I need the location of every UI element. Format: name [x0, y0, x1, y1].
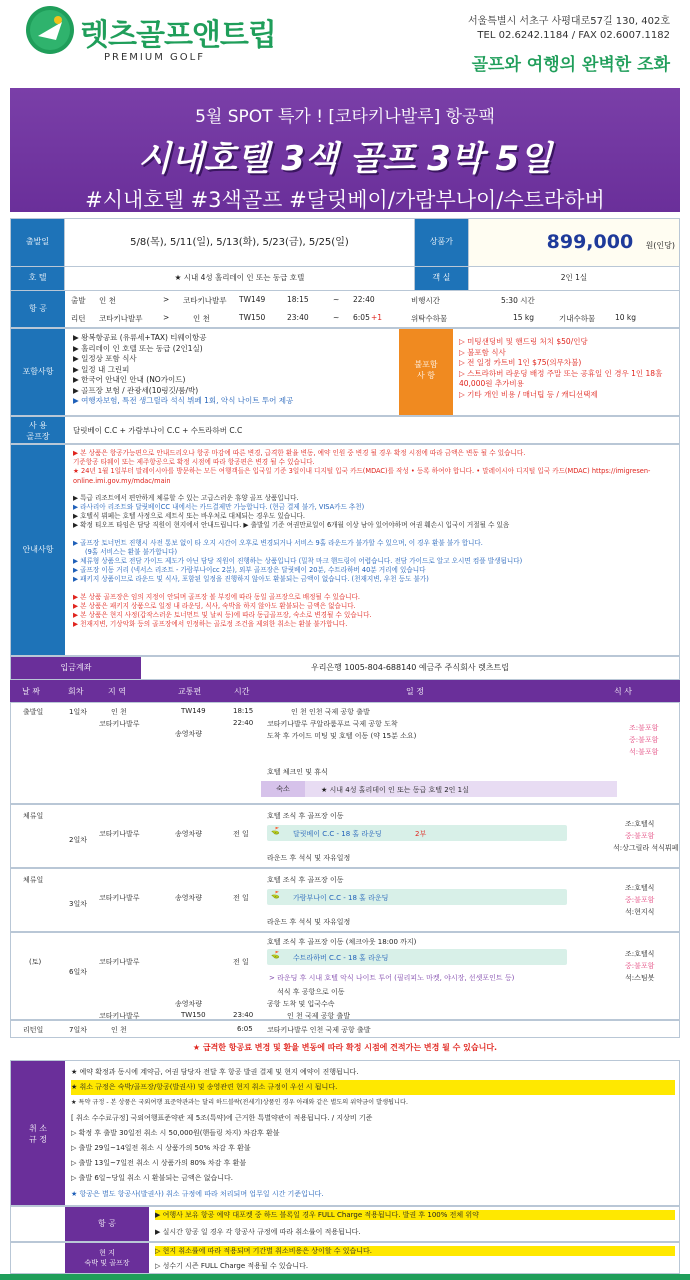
meal-breakfast: 조:호텔식 [625, 884, 655, 892]
exclude-item: ▷ 스트라하버 라운딩 배정 주말 또는 공휴일 인 경우 1인 18홀 40,000원 추가비용 [459, 368, 663, 388]
day-time: 전 일 [233, 958, 249, 966]
notice-item: (9홀 서비스는 환불 불가합니다) [85, 547, 178, 556]
air-out-tilde: ~ [333, 295, 340, 304]
col-schedule: 일 정 [406, 687, 424, 696]
golf-flag-icon: ⛳ [271, 951, 280, 959]
air-in-from: 코타키나발루 [99, 314, 143, 323]
notice-item: ▶ 본 상품은 현지 사정(갑작스러운 토너먼트 및 날씨 등)에 따라 동급골프장, 숙소로 변경될 수 있습니다. [73, 611, 372, 620]
include-item: ▶ 골프장 보험 / 관광세(10링깃/룸/박) [73, 385, 199, 395]
day-region: 코타키나발루 [99, 720, 140, 728]
meal-breakfast: 조:불포함 [629, 724, 659, 732]
hotel-label: 호 텔 [11, 267, 65, 291]
air-in-arr: 6:05 [353, 313, 370, 322]
day-transport: 송영차량 [175, 894, 203, 902]
cancel-air-line: ▶ 실시간 항공 일 경우 각 항공사 규정에 따라 취소률이 적용됩니다. [155, 1228, 361, 1236]
promo-banner [10, 88, 680, 212]
golf-flag-icon: ⛳ [271, 827, 280, 835]
cancel-line: ▷ 출발 13일~7일전 취소 시 상품가의 80% 차감 후 환불 [71, 1159, 247, 1168]
cancel-line: ▷ 출발 6일~당일 취소 시 환불되는 금액은 없습니다. [71, 1174, 233, 1183]
stay-row [261, 781, 617, 797]
col-date: 날 짜 [22, 687, 40, 696]
exclude-list [459, 337, 677, 400]
day-time: 전 일 [233, 830, 249, 838]
schedule-line: > 라운딩 후 시내 호텔 악식 나이트 투어 (필리피노 마켓, 야시장, 선셋포인트 등) [269, 974, 515, 982]
deposit-account: 우리은행 1005-804-688140 예금주 주식회사 렛츠트립 [310, 663, 510, 672]
day-date: 출발일 [23, 708, 44, 716]
air-out-to: 코타키나발루 [183, 296, 227, 305]
include-item: ▶ 홀리데이 인 호텔 또는 동급 (2인1실) [73, 343, 203, 353]
golf-flag-icon: ⛳ [271, 891, 280, 899]
air-in-tilde: ~ [333, 313, 340, 322]
notice-block [10, 444, 680, 656]
schedule-line: 도착 후 가이드 미팅 및 호텔 이동 (약 15분 소요) [267, 732, 417, 740]
company-address: 서울특별시 서초구 사평대로57길 130, 402호 [467, 16, 670, 27]
meal-dinner: 석:불포함 [629, 748, 659, 756]
include-block [10, 328, 680, 416]
col-meal: 식 사 [614, 687, 632, 696]
col-time: 시간 [234, 687, 250, 696]
course-label: 사 용 골프장 [11, 417, 65, 443]
banner-title: 시내호텔 3색 골프 3박 5일 [138, 139, 552, 179]
golf-round [267, 889, 567, 905]
air-in-plus: +1 [371, 313, 383, 322]
notice-body [73, 449, 675, 629]
meal-lunch: 중:불포함 [625, 896, 655, 904]
day-time: 23:40 [233, 1011, 254, 1019]
cancel-line: ★ 항공은 별도 항공사(발권사) 취소 규정에 따라 처리되며 업무일 시간 기준입니다. [71, 1189, 324, 1198]
notice-label: 안내사항 [11, 445, 65, 655]
day-transport: 송영차량 [175, 830, 203, 838]
hotel-value: ★ 시내 4성 홀리데이 인 또는 동급 호텔 [65, 267, 415, 291]
cancel-local-block [10, 1242, 680, 1274]
schedule-line: 호텔 조식 후 골프장 이동 (체크아웃 18:00 까지) [267, 938, 417, 946]
cancel-air-line: ▶ 여행사 보유 항공 예약 대포켓 중 하드 블록일 경우 FULL Charge 적용됩니다. 발권 후 100% 전체 위약 [155, 1210, 675, 1220]
day-time: 22:40 [233, 719, 254, 727]
day-5 [10, 1020, 680, 1038]
air-out-from: 인 천 [99, 296, 116, 305]
deposit-block [10, 656, 680, 680]
meal-lunch: 중:불포함 [629, 736, 659, 744]
day-date: 리턴일 [23, 1026, 44, 1034]
day-transport: TW150 [181, 1011, 206, 1019]
price-value: 899,000 [546, 230, 634, 253]
schedule-line: 호텔 조식 후 골프장 이동 [267, 812, 344, 820]
day-3 [10, 868, 680, 932]
meal-lunch: 중:불포함 [625, 962, 655, 970]
exclude-item: ▷ 미팅샌딩비 및 핸드링 처치 $50/인당 [459, 337, 588, 346]
day-number: 7일차 [69, 1026, 87, 1034]
col-region: 지 역 [108, 687, 126, 696]
col-transport: 교통편 [178, 687, 202, 696]
brand-sub: PREMIUM GOLF [104, 52, 205, 63]
notice-item: ▶ 골프장 토너먼트 진행시 사전 통보 없이 타 오지 시간이 오후로 변경되거나 서비스 9홀 라운드가 불가할 수 있으며, 이 경우 환불 불가 합니다. [73, 538, 483, 547]
day-time: 18:15 [233, 707, 254, 715]
air-block [10, 290, 680, 328]
air-out-dep: 18:15 [287, 295, 309, 304]
notice-item: ▶ 호텔식 뷔페는 호텔 사정으로 세트식 또는 바우처로 대체되는 경우도 있습니다. [73, 512, 305, 521]
schedule-line: 인 천 인천 국제 공항 출발 [291, 708, 370, 716]
day-date: 체류일 [23, 812, 44, 820]
baggage-value: 15 kg [513, 313, 535, 322]
notice-item: ▶ 본 상품은 패키지 상품으로 일정 내 라운딩, 식사, 숙박을 하지 않아도 환불되는 금액은 없습니다. [73, 601, 356, 610]
notice-p1: ▶ 본 상품은 항공가능편으로 안내드리오나 항공 마감에 따른 변경, 급격한 환율 변동, 예약 인원 중 변경 될 경우 확정 시점에 따라 금액은 변동 될 수 있습니다. [73, 449, 526, 457]
meal-dinner: 석:상그릴라 석식뷔페 [613, 844, 679, 852]
schedule-line: 코타키나발루 쿠알라룸푸르 국제 공항 도착 [267, 720, 398, 728]
flight-time-value: 5:30 시간 [501, 296, 535, 305]
room-label: 객 실 [414, 267, 468, 291]
notice-p1c: ★ 24년 1월 1일부터 말레이시아를 방문하는 모든 여행객들은 입국일 기준 3일이내 디지털 입국 카드(MDAC)를 작성 • 등록 하여야 합니다. • 말레이시아 디지털 입국 카드(MDAC) https://imigresen-online.imi.gov.my/mdac/main [73, 467, 651, 485]
schedule-line: 인 천 국제 공항 출발 [287, 1012, 350, 1020]
day-number: 6일차 [69, 968, 87, 976]
golf-round-text: 달릿베이 C.C - 18 홀 라운딩 [293, 830, 382, 838]
notice-item: ▶ 천재지변, 기상악화 등의 골프장에서 인정하는 골로정 조건을 제외한 취소는 환불 불가합니다. [73, 620, 348, 629]
summary-table [10, 218, 680, 291]
cancel-air-block [10, 1206, 680, 1242]
price-unit: 원(인당) [645, 240, 675, 250]
logo-icon [26, 6, 74, 54]
cancel-line: ▷ 확정 후 출발 30일전 취소 시 50,000원(핸들링 차지) 차감후 환불 [71, 1128, 280, 1137]
meal-breakfast: 조:호텔식 [625, 820, 655, 828]
cancel-air-label: 항 공 [65, 1207, 149, 1241]
include-label: 포함사항 [11, 329, 65, 415]
cancel-line: ★ 취소 규정은 숙박/골프장/항공(발권사) 및 송영관련 현지 취소 규정이 우선 시 됩니다. [71, 1080, 675, 1095]
baggage-label: 위탁수하물 [411, 314, 448, 323]
cancel-line: ▷ 출발 29일~14일전 취소 시 상품가의 50% 차감 후 환불 [71, 1144, 251, 1153]
day-2 [10, 804, 680, 868]
include-item: ▶ 왕복항공료 (유류세+TAX) 티웨이항공 [73, 333, 207, 342]
day-region: 코타키나발루 [99, 894, 140, 902]
depart-dates: 5/8(목), 5/11(일), 5/13(화), 5/23(금), 5/25(일) [65, 219, 415, 267]
include-item: ▶ 여행자보험, 특전 생그릴라 석식 뷔페 1회, 악식 나이트 투어 제공 [73, 396, 294, 405]
cancel-block [10, 1060, 680, 1206]
schedule-line: 코타키나발루 인천 국제 공항 출발 [267, 1026, 371, 1034]
cancel-line: ★ 특약 규정 - 본 상품은 국외여행 표준약관과는 달리 하드블락(전세기)상품인 경우 아래와 같은 별도의 위약금이 발생됩니다. [71, 1099, 408, 1107]
cancel-line: [ 취소 수수료규정] 국외여행표준약관 제 5조(특약)에 근거한 특별약관이 적용됩니다. / 지상비 기준 [71, 1113, 373, 1122]
col-day: 회차 [68, 687, 84, 696]
air-out-arr: 22:40 [353, 295, 375, 304]
price-label: 상품가 [414, 219, 468, 267]
room-value: 2인 1실 [468, 267, 679, 291]
cancel-label: 취 소 규 정 [11, 1061, 65, 1205]
meal-lunch: 중:불포함 [625, 832, 655, 840]
day-number: 2일차 [69, 836, 87, 844]
air-in-tag: 리턴 [71, 314, 86, 323]
air-out-flight: TW149 [239, 295, 266, 304]
exclude-item: ▷ 전 일정 카트비 1인 $75(의무차불) [459, 358, 582, 367]
include-list [73, 333, 393, 407]
schedule-line: 라운드 후 석식 및 자유일정 [267, 918, 351, 926]
day-region: 코타키나발루 [99, 958, 140, 966]
notice-item: ▶ 라사리아 리조트와 달릿베이CC 내에서는 카드결제만 가능합니다. (현금 결제 불가, VISA카드 추천) [73, 503, 365, 512]
day-date: 체류일 [23, 876, 44, 884]
day-region: 인 천 [111, 1026, 127, 1034]
stay-tag: 숙소 [261, 781, 305, 797]
banner-line1: 5월 SPOT 특가 ! [코타키나발루] 항공팩 [195, 107, 495, 127]
stay-text: ★ 시내 4성 홀리데이 인 또는 동급 호텔 2인 1실 [321, 786, 469, 794]
cancel-body [71, 1065, 675, 1202]
air-in-arrow: > [163, 313, 170, 322]
day-1 [10, 702, 680, 804]
notice-item: ▶ 패키지 상품이므로 라운드 및 식사, 포함된 일정을 진행하지 않아도 환불되는 금액이 없습니다. (천재지변, 우천 등도 불가) [73, 575, 429, 584]
cancel-local-label: 현 지 숙박 및 골프장 [65, 1243, 149, 1273]
course-value: 달릿베이 C.C + 가람부나이 C.C + 수트라하버 C.C [73, 426, 243, 435]
meal-breakfast: 조:호텔식 [625, 950, 655, 958]
notice-item: ▶ 특급 리조트에서 편안하게 체류할 수 있는 고급스러운 휴양 골프 상품입니다. [73, 493, 299, 502]
deposit-label: 입금계좌 [11, 657, 141, 679]
schedule-line: 석식 후 공항으로 이동 [277, 988, 345, 996]
golf-round-text: 수트라하버 C.C - 18 홀 라운딩 [293, 954, 389, 962]
company-tel: TEL 02.6242.1184 / FAX 02.6007.1182 [477, 30, 670, 41]
exclude-item: ▷ 불포함 식사 [459, 347, 506, 357]
course-block [10, 416, 680, 444]
air-out-tag: 출발 [71, 296, 86, 305]
cancel-local-line: ▷ 현지 취소률에 따라 적용되며 기간별 취소비용은 상이할 수 있습니다. [155, 1246, 675, 1256]
include-item: ▶ 일정상 포함 식사 [73, 354, 137, 363]
exclude-item: ▷ 기타 개인 비용 / 매너팁 등 / 캐디선택제 [459, 389, 598, 399]
air-in-dep: 23:40 [287, 313, 309, 322]
day-transport: TW149 [181, 707, 206, 715]
day-transport: 송영차량 [175, 1000, 203, 1008]
carry-label: 기내수하물 [559, 314, 596, 323]
cancel-line: ★ 예약 확정과 동시에 계약금, 여권 담당자 전달 후 항공 발권 결제 및 현지 예약이 진행됩니다. [71, 1068, 359, 1076]
header [0, 0, 690, 88]
schedule-line: 공항 도착 및 입국수속 [267, 1000, 335, 1008]
notice-item: ▶ 확정 티오프 타임은 담당 직원이 현지에서 안내드립니다. ▶ 출발일 기준 여권만료일이 6개월 이상 남아 있어야하며 여권 훼손시 입국이 거절될 수 있음 [73, 521, 510, 530]
air-label: 항 공 [11, 291, 65, 327]
notice-p1b: 기준항공 타웨이 또는 제주항공으로 확정 시점에 따라 항공편은 변경 될 수 있습니다. [73, 458, 315, 467]
meal-dinner: 석:현지식 [625, 908, 655, 916]
notice-item: ▶ 본 상품 골프장은 임의 지정이 안되며 골프장 볼 부킹에 따라 동일 골프장으로 배정될 수 있습니다. [73, 592, 361, 601]
day-date: (토) [29, 958, 42, 966]
depart-label: 출발일 [11, 219, 65, 267]
banner-hashtags: #시내호텔 #3색골프 #달릿베이/가람부나이/수트라하버 [85, 188, 605, 212]
slogan: 골프와 여행의 완벽한 조화 [471, 55, 670, 75]
include-item: ▶ 한국어 안내인 안내 (NO가이드) [73, 375, 186, 384]
air-in-flight: TW150 [239, 313, 266, 322]
footer-bar [0, 1274, 690, 1280]
day-region: 코타키나발루 [99, 830, 140, 838]
fare-warning: ★ 급격한 항공료 변경 및 환율 변동에 따라 확정 시점에 견적가는 변경 될 수 있습니다. [192, 1043, 498, 1052]
schedule-line: 라운드 후 석식 및 자유일정 [267, 854, 351, 862]
notice-item: ▶ 체류형 상품으로 전담 가이드 제도가 아닌 담당 직원이 진행하는 상품입니다 (밀착 마크 핸드링이 어렵습니다. 전담 가이드로 알고 오시면 컴플 발생됩니다) [73, 557, 523, 566]
flight-time-label: 비행시간 [411, 296, 440, 305]
schedule-line: 호텔 조식 후 골프장 이동 [267, 876, 344, 884]
notice-item: ▶ 골프장 이동 거리 (넥서스 리조트 - 가람부나이cc 2분), 외부 골프장은 달릿베이 20분, 수트라하버 40분 거리에 있습니다 [73, 566, 426, 575]
day-time: 전 일 [233, 894, 249, 902]
day-region: 코타키나발루 [99, 1012, 140, 1020]
include-item: ▶ 일정 내 그린피 [73, 364, 130, 374]
golf-round [267, 825, 567, 841]
golf-round-extra: 2부 [415, 830, 427, 838]
air-in-to: 인 천 [193, 314, 210, 323]
carry-value: 10 kg [615, 313, 637, 322]
cancel-local-line: ▷ 성수기 시즌 FULL Charge 적용될 수 있습니다. [155, 1262, 309, 1270]
day-region: 인 천 [111, 708, 127, 716]
day-4 [10, 932, 680, 1020]
air-out-arrow: > [163, 295, 170, 304]
day-time: 6:05 [237, 1025, 253, 1033]
day-transport: 송영차량 [175, 730, 203, 738]
day-number: 1일차 [69, 708, 87, 716]
schedule-line: 호텔 체크인 및 휴식 [267, 768, 328, 776]
golf-round [267, 949, 567, 965]
day-number: 3일차 [69, 900, 87, 908]
meal-dinner: 석:스팀봇 [625, 974, 655, 982]
golf-round-text: 가람부나이 C.C - 18 홀 라운딩 [293, 894, 389, 902]
brand-name: 렛츠골프앤트립 [80, 18, 276, 53]
exclude-label: 불포함 사 항 [399, 329, 453, 415]
itinerary-header [10, 680, 680, 702]
